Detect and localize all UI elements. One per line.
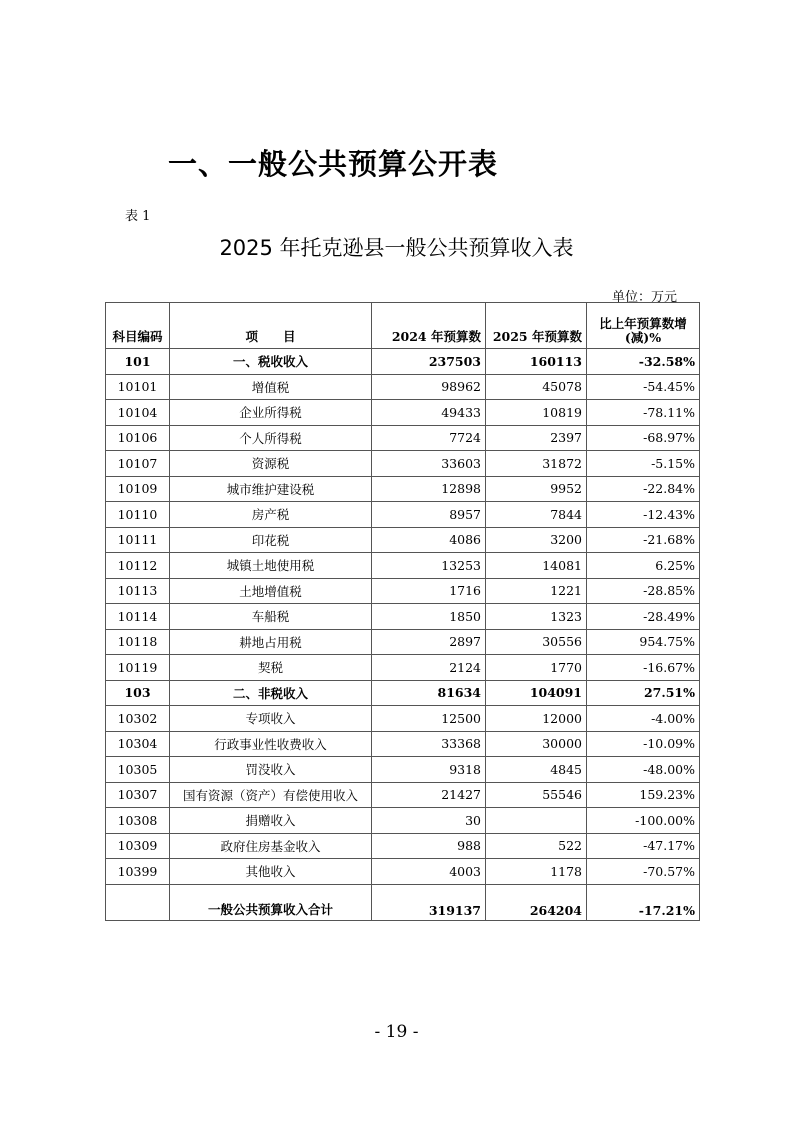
cell-2025-budget: 30556	[486, 629, 587, 655]
table-row	[106, 859, 700, 885]
table-row	[106, 782, 700, 808]
cell-2025-budget: 55546	[486, 782, 587, 808]
cell-change-percent: -10.09%	[587, 731, 700, 757]
cell-change-percent: -5.15%	[587, 451, 700, 477]
table-row	[106, 680, 700, 706]
cell-2024-budget: 237503	[372, 349, 486, 375]
table-row	[106, 425, 700, 451]
header-2025-budget: 2025 年预算数	[486, 303, 587, 349]
cell-item-name: 车船税	[170, 604, 372, 630]
document-title: 2025 年托克逊县一般公共预算收入表	[219, 236, 574, 260]
table-row	[106, 451, 700, 477]
cell-item-name: 一、税收收入	[170, 349, 372, 375]
cell-change-percent: -21.68%	[587, 527, 700, 553]
cell-change-percent: 159.23%	[587, 782, 700, 808]
table-row	[106, 400, 700, 426]
cell-item-name: 城镇土地使用税	[170, 553, 372, 579]
header-item: 项 目	[170, 303, 372, 349]
cell-item-name: 房产税	[170, 502, 372, 528]
cell-2024-budget: 30	[372, 808, 486, 834]
cell-item-name: 土地增值税	[170, 578, 372, 604]
cell-code: 10106	[106, 425, 170, 451]
cell-change-percent: -12.43%	[587, 502, 700, 528]
cell-change-percent: -32.58%	[587, 349, 700, 375]
cell-2025-budget: 160113	[486, 349, 587, 375]
cell-item-name: 捐赠收入	[170, 808, 372, 834]
cell-2025-budget: 1221	[486, 578, 587, 604]
cell-2024-budget: 21427	[372, 782, 486, 808]
cell-change-percent: -16.67%	[587, 655, 700, 681]
cell-code	[106, 884, 170, 920]
unit-label: 单位：万元	[612, 290, 678, 305]
cell-2024-budget: 49433	[372, 400, 486, 426]
cell-item-name: 个人所得税	[170, 425, 372, 451]
cell-code: 10399	[106, 859, 170, 885]
cell-change-percent: -100.00%	[587, 808, 700, 834]
table-label: 表 1	[125, 209, 151, 224]
cell-change-percent: -70.57%	[587, 859, 700, 885]
cell-change-percent: -47.17%	[587, 833, 700, 859]
table-header-row	[106, 303, 700, 349]
header-code: 科目编码	[106, 303, 170, 349]
cell-2024-budget: 4086	[372, 527, 486, 553]
cell-code: 101	[106, 349, 170, 375]
cell-item-name: 耕地占用税	[170, 629, 372, 655]
cell-item-name: 资源税	[170, 451, 372, 477]
cell-2024-budget: 4003	[372, 859, 486, 885]
cell-2024-budget: 81634	[372, 680, 486, 706]
cell-change-percent: -28.49%	[587, 604, 700, 630]
cell-2025-budget: 12000	[486, 706, 587, 732]
cell-item-name: 行政事业性收费收入	[170, 731, 372, 757]
cell-2025-budget: 522	[486, 833, 587, 859]
table-row	[106, 604, 700, 630]
table-row	[106, 578, 700, 604]
section-title: 一、一般公共预算公开表	[168, 147, 499, 181]
cell-2024-budget: 988	[372, 833, 486, 859]
cell-change-percent: -22.84%	[587, 476, 700, 502]
cell-2025-budget: 10819	[486, 400, 587, 426]
table-row	[106, 655, 700, 681]
cell-2025-budget: 3200	[486, 527, 587, 553]
cell-2025-budget: 264204	[486, 884, 587, 920]
header-2024-budget: 2024 年预算数	[372, 303, 486, 349]
cell-item-name: 政府住房基金收入	[170, 833, 372, 859]
header-change-percent: 比上年预算数增(减)%	[587, 303, 700, 349]
cell-code: 10308	[106, 808, 170, 834]
cell-2025-budget: 30000	[486, 731, 587, 757]
cell-item-name: 契税	[170, 655, 372, 681]
cell-2025-budget: 7844	[486, 502, 587, 528]
cell-2024-budget: 13253	[372, 553, 486, 579]
cell-code: 10113	[106, 578, 170, 604]
page-number: - 19 -	[374, 1022, 419, 1042]
table-row	[106, 502, 700, 528]
table-row	[106, 731, 700, 757]
cell-item-name: 增值税	[170, 374, 372, 400]
budget-revenue-table	[105, 302, 700, 921]
table-body	[106, 349, 700, 921]
cell-item-name: 其他收入	[170, 859, 372, 885]
cell-code: 10302	[106, 706, 170, 732]
table-row	[106, 349, 700, 375]
cell-item-name: 罚没收入	[170, 757, 372, 783]
cell-2025-budget	[486, 808, 587, 834]
cell-code: 10111	[106, 527, 170, 553]
cell-code: 10304	[106, 731, 170, 757]
cell-item-name: 印花税	[170, 527, 372, 553]
cell-2024-budget: 7724	[372, 425, 486, 451]
cell-item-name: 城市维护建设税	[170, 476, 372, 502]
cell-2025-budget: 4845	[486, 757, 587, 783]
cell-2025-budget: 2397	[486, 425, 587, 451]
cell-2025-budget: 9952	[486, 476, 587, 502]
cell-2024-budget: 319137	[372, 884, 486, 920]
cell-item-name: 二、非税收入	[170, 680, 372, 706]
cell-change-percent: -17.21%	[587, 884, 700, 920]
cell-2024-budget: 9318	[372, 757, 486, 783]
cell-change-percent: 27.51%	[587, 680, 700, 706]
cell-code: 10112	[106, 553, 170, 579]
table-row	[106, 808, 700, 834]
cell-code: 10119	[106, 655, 170, 681]
cell-2024-budget: 2897	[372, 629, 486, 655]
cell-code: 10104	[106, 400, 170, 426]
table-row	[106, 757, 700, 783]
cell-code: 10101	[106, 374, 170, 400]
cell-item-name: 专项收入	[170, 706, 372, 732]
cell-item-name: 一般公共预算收入合计	[170, 884, 372, 920]
cell-change-percent: -28.85%	[587, 578, 700, 604]
cell-code: 10110	[106, 502, 170, 528]
cell-2025-budget: 1770	[486, 655, 587, 681]
cell-change-percent: 6.25%	[587, 553, 700, 579]
cell-item-name: 国有资源（资产）有偿使用收入	[170, 782, 372, 808]
cell-code: 10309	[106, 833, 170, 859]
table-row	[106, 527, 700, 553]
cell-code: 10305	[106, 757, 170, 783]
cell-code: 10307	[106, 782, 170, 808]
table-row	[106, 374, 700, 400]
cell-2024-budget: 33603	[372, 451, 486, 477]
cell-2024-budget: 1850	[372, 604, 486, 630]
table-row	[106, 833, 700, 859]
table-total-row	[106, 884, 700, 920]
table-row	[106, 553, 700, 579]
cell-2025-budget: 1323	[486, 604, 587, 630]
cell-code: 10118	[106, 629, 170, 655]
cell-change-percent: -68.97%	[587, 425, 700, 451]
table-row	[106, 629, 700, 655]
cell-2025-budget: 31872	[486, 451, 587, 477]
table-row	[106, 706, 700, 732]
cell-2025-budget: 45078	[486, 374, 587, 400]
cell-2024-budget: 33368	[372, 731, 486, 757]
cell-2024-budget: 98962	[372, 374, 486, 400]
cell-change-percent: -78.11%	[587, 400, 700, 426]
table-row	[106, 476, 700, 502]
cell-code: 103	[106, 680, 170, 706]
cell-item-name: 企业所得税	[170, 400, 372, 426]
cell-2024-budget: 12500	[372, 706, 486, 732]
cell-2025-budget: 104091	[486, 680, 587, 706]
cell-2024-budget: 1716	[372, 578, 486, 604]
cell-change-percent: -4.00%	[587, 706, 700, 732]
cell-code: 10107	[106, 451, 170, 477]
cell-code: 10109	[106, 476, 170, 502]
cell-2025-budget: 14081	[486, 553, 587, 579]
cell-code: 10114	[106, 604, 170, 630]
cell-change-percent: 954.75%	[587, 629, 700, 655]
cell-change-percent: -48.00%	[587, 757, 700, 783]
cell-2024-budget: 2124	[372, 655, 486, 681]
cell-change-percent: -54.45%	[587, 374, 700, 400]
cell-2024-budget: 12898	[372, 476, 486, 502]
cell-2024-budget: 8957	[372, 502, 486, 528]
cell-2025-budget: 1178	[486, 859, 587, 885]
